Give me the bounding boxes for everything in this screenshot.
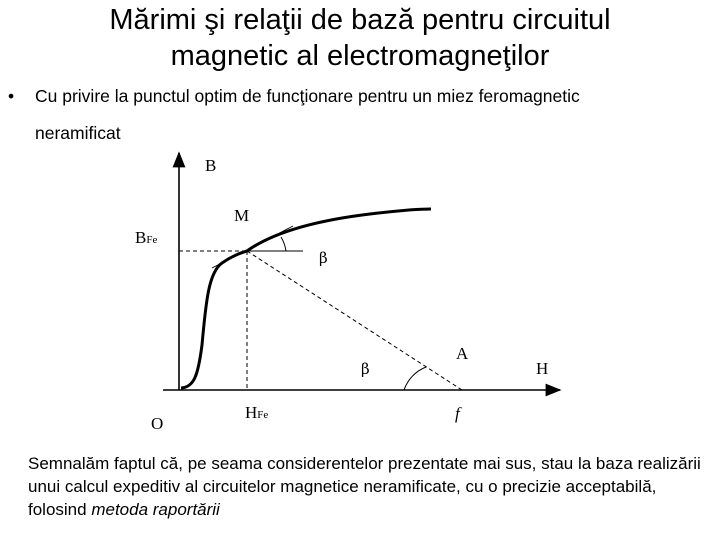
magnetization-curve [181,209,431,388]
b-fe-main: B [135,228,147,247]
b-fe-subscript: Fe [146,234,158,246]
beta-angle-arc-lower [404,367,426,390]
origin-label: O [151,414,164,433]
title-line-2: magnetic al electromagneţilor [170,40,550,72]
paragraph-text: Semnalăm faptul că, pe seama considerentelor prezentate mai sus, stau la baza realizării unui calcul expeditiv al circuitelor magnetice neramificate, cu o precizie acceptabilă, folosind [28,454,701,519]
f-label: f [455,404,460,423]
h-fe-subscript: Fe [257,409,269,421]
beta-angle-arc-upper [281,237,286,251]
load-line [247,251,462,390]
paragraph-method-name: metoda raportării [91,500,220,519]
y-axis-label: B [205,156,217,175]
bullet-line-1: Cu privire la punctul optim de funcţionare pentru un miez feromagnetic [35,86,580,106]
b-fe-label [135,228,157,247]
title-line-1: Mărimi şi relaţii de bază pentru circuitul [109,4,611,36]
point-m-label: M [234,206,250,225]
x-axis-label: H [536,359,549,378]
h-fe-main: H [245,403,258,422]
h-fe-label [245,403,268,422]
conclusion-paragraph [28,452,718,521]
point-a-label: A [456,344,469,363]
beta-label-upper: β [319,249,328,267]
beta-label-lower: β [361,360,370,378]
bullet-dot-icon: • [8,86,15,106]
bullet-line-2: neramificat [35,123,121,143]
